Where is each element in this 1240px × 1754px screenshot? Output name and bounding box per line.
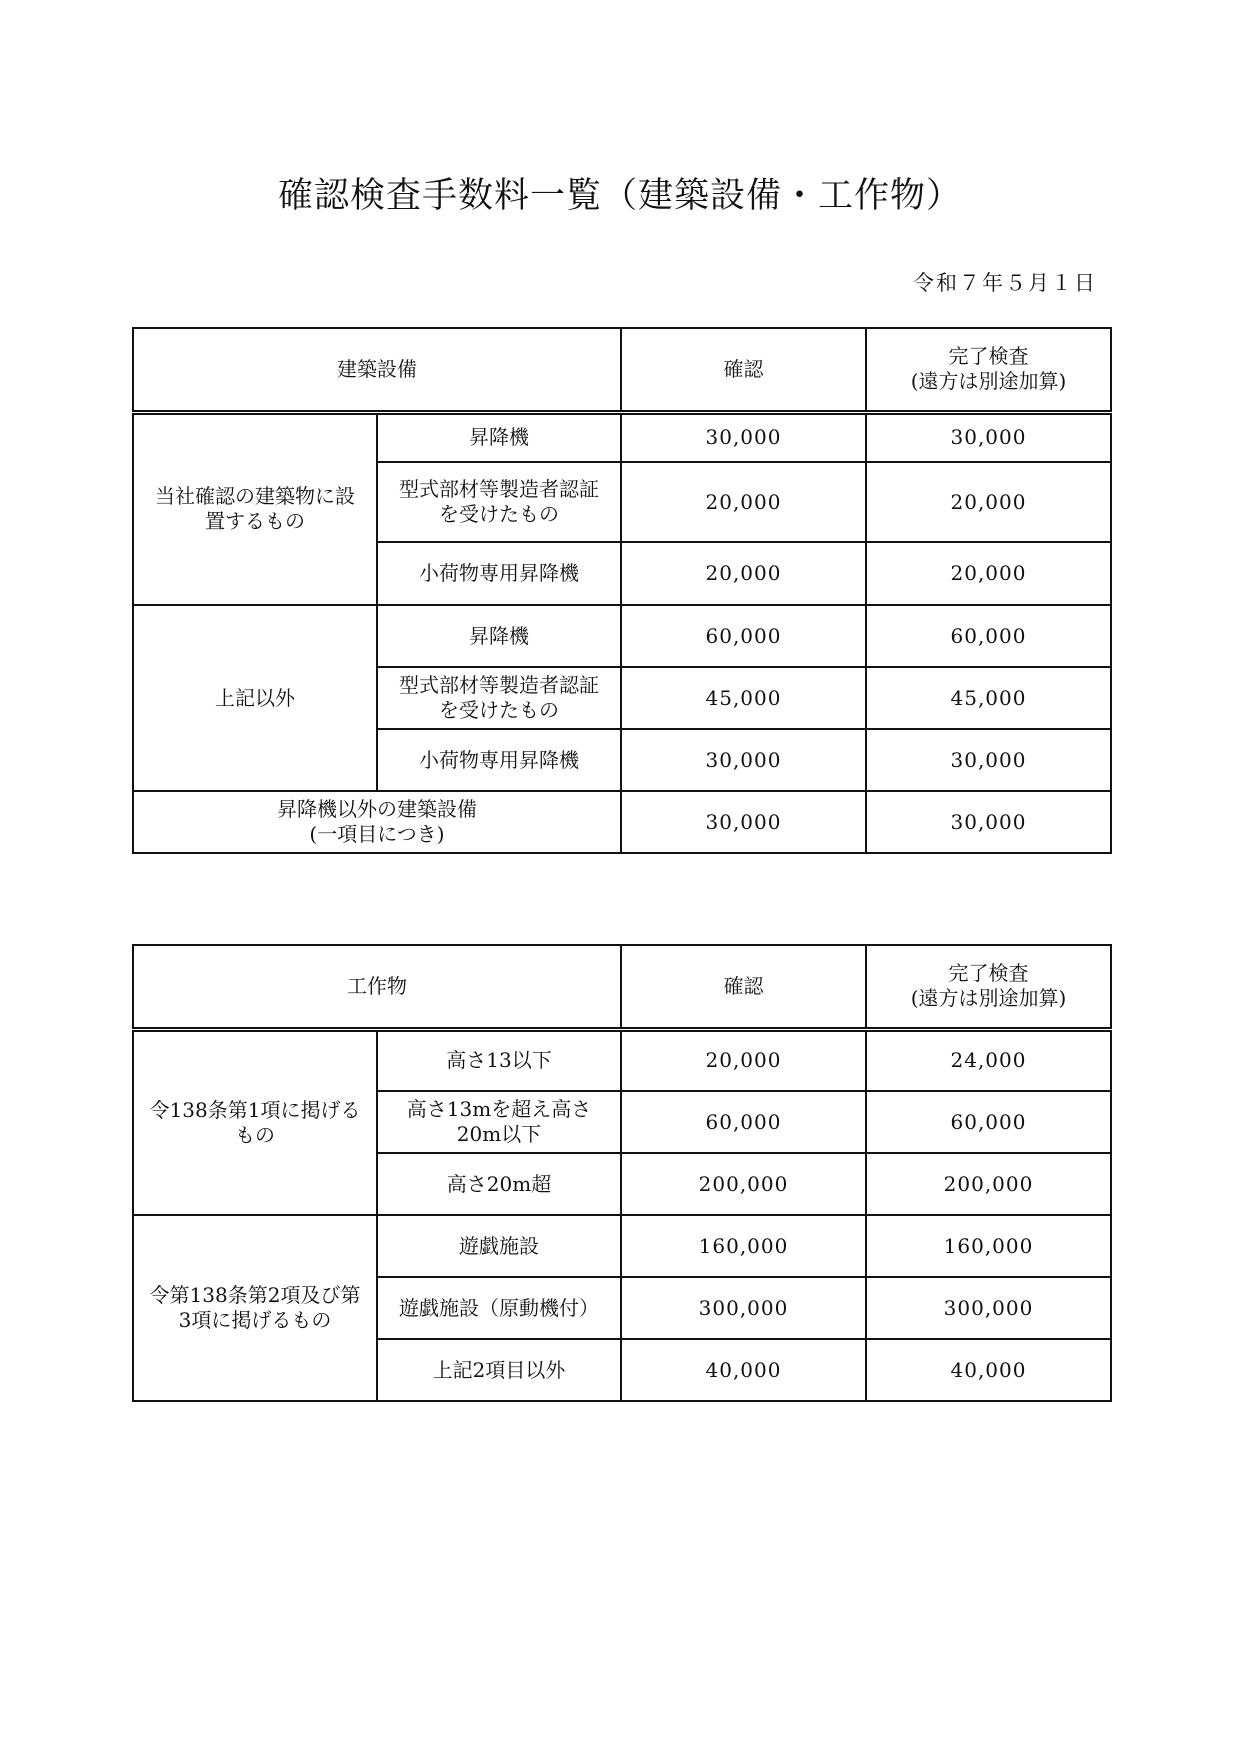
header-completion-note: (遠方は別途加算) — [910, 369, 1067, 394]
group-label-line: 令138条第1項に掲げる — [149, 1097, 361, 1122]
completion-fee: 20,000 — [866, 542, 1111, 605]
header-confirmation: 確認 — [621, 945, 866, 1029]
header-category: 工作物 — [133, 945, 621, 1029]
issue-date: 令和７年５月１日 — [913, 271, 1097, 295]
completion-fee: 20,000 — [866, 462, 1111, 542]
header-completion-title: 完了検査 — [948, 344, 1029, 369]
confirmation-fee: 60,000 — [621, 1091, 866, 1153]
item-label: 昇降機 — [377, 412, 621, 462]
confirmation-fee: 300,000 — [621, 1277, 866, 1339]
group-label-line: 当社確認の建築物に設 — [155, 484, 355, 509]
table-header-row — [133, 328, 1111, 412]
header-confirmation: 確認 — [621, 328, 866, 412]
group-label — [133, 605, 377, 791]
item-label-line: 20m以下 — [456, 1122, 542, 1146]
header-completion — [866, 945, 1111, 1029]
group-label — [133, 1029, 377, 1215]
completion-fee: 60,000 — [866, 605, 1111, 667]
header-completion-title: 完了検査 — [948, 961, 1029, 986]
completion-fee: 24,000 — [866, 1029, 1111, 1091]
equipment-fee-table — [132, 327, 1112, 854]
confirmation-fee: 160,000 — [621, 1215, 866, 1277]
confirmation-fee: 200,000 — [621, 1153, 866, 1215]
completion-fee: 160,000 — [866, 1215, 1111, 1277]
structures-fee-table — [132, 944, 1112, 1402]
other-label-line: 昇降機以外の建築設備 — [277, 797, 477, 821]
item-label-line: 型式部材等製造者認証 — [399, 673, 599, 697]
header-category: 建築設備 — [133, 328, 621, 412]
completion-fee: 300,000 — [866, 1277, 1111, 1339]
table-row — [133, 605, 1111, 667]
item-label-line: を受けたもの — [439, 502, 559, 526]
group-label-line: 置するもの — [205, 509, 305, 534]
table-row — [133, 1215, 1111, 1277]
confirmation-fee: 60,000 — [621, 605, 866, 667]
confirmation-fee: 30,000 — [621, 729, 866, 791]
table-row — [133, 1029, 1111, 1091]
item-label: 昇降機 — [377, 605, 621, 667]
item-label: 小荷物専用昇降機 — [377, 542, 621, 605]
item-label-line: を受けたもの — [439, 698, 559, 722]
confirmation-fee: 20,000 — [621, 1029, 866, 1091]
table-row — [133, 791, 1111, 853]
page-title: 確認検査手数料一覧（建築設備・工作物） — [277, 176, 962, 216]
confirmation-fee: 30,000 — [621, 412, 866, 462]
header-completion-note: (遠方は別途加算) — [910, 986, 1067, 1011]
table-row — [133, 412, 1111, 462]
item-label: 遊戯施設（原動機付） — [377, 1277, 621, 1339]
item-label: 高さ20m超 — [377, 1153, 621, 1215]
completion-fee: 200,000 — [866, 1153, 1111, 1215]
table-header-row — [133, 945, 1111, 1029]
confirmation-fee: 40,000 — [621, 1339, 866, 1401]
other-label-line: (一項目につき) — [309, 822, 445, 846]
group-label — [133, 412, 377, 605]
item-label — [377, 462, 621, 542]
item-label: 高さ13以下 — [377, 1029, 621, 1091]
completion-fee: 30,000 — [866, 729, 1111, 791]
group-label-line: 上記以外 — [215, 685, 295, 710]
completion-fee: 30,000 — [866, 791, 1111, 853]
completion-fee: 45,000 — [866, 667, 1111, 729]
group-label-line: 令第138条第2項及び第 — [149, 1283, 361, 1307]
confirmation-fee: 45,000 — [621, 667, 866, 729]
confirmation-fee: 20,000 — [621, 462, 866, 542]
completion-fee: 40,000 — [866, 1339, 1111, 1401]
group-label — [133, 1215, 377, 1401]
item-label-line: 型式部材等製造者認証 — [399, 477, 599, 501]
item-label: 遊戯施設 — [377, 1215, 621, 1277]
item-label — [377, 667, 621, 729]
confirmation-fee: 20,000 — [621, 542, 866, 605]
group-label-line: もの — [235, 1122, 275, 1147]
completion-fee: 60,000 — [866, 1091, 1111, 1153]
completion-fee: 30,000 — [866, 412, 1111, 462]
group-label-line: 3項に掲げるもの — [178, 1308, 332, 1332]
item-label-line: 高さ13mを超え高さ — [406, 1097, 592, 1121]
item-label — [377, 1091, 621, 1153]
other-equipment-label — [133, 791, 621, 853]
header-completion — [866, 328, 1111, 412]
item-label: 上記2項目以外 — [377, 1339, 621, 1401]
confirmation-fee: 30,000 — [621, 791, 866, 853]
item-label: 小荷物専用昇降機 — [377, 729, 621, 791]
